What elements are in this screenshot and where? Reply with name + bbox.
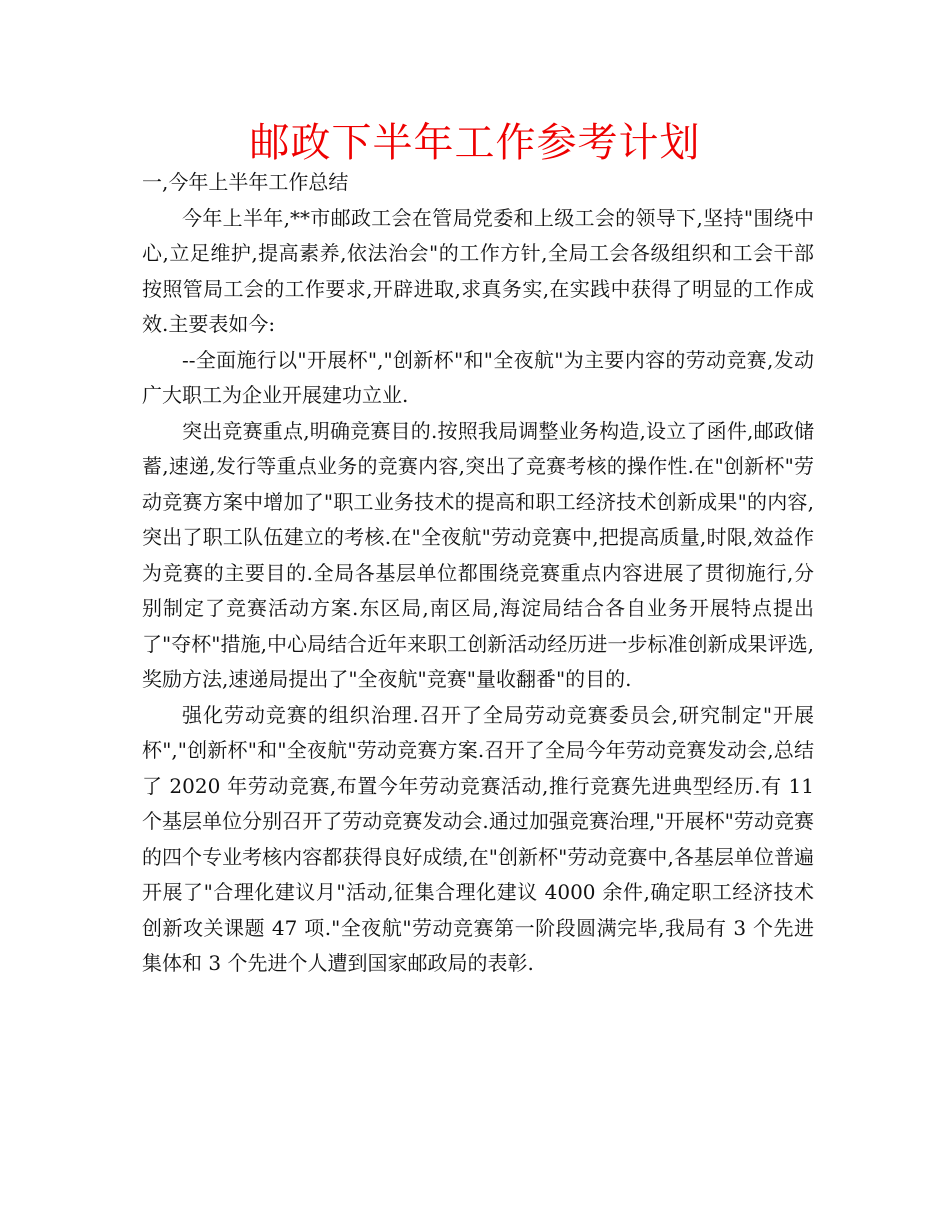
paragraph-competition-focus: 突出竞赛重点,明确竞赛目的.按照我局调整业务构造,设立了函件,邮政储蓄,速递,发行等重点业务的竞赛内容,突出了竞赛考核的操作性.在"创新杯"劳动竞赛方案中增加了"职工业务技术的提高和职工经济技术创新成果"的内容,突出了职工队伍建立的考核.在"全夜航"劳动竞赛中,把提高质量,时限,效益作为竞赛的主要目的.全局各基层单位都围绕竞赛重点内容进展了贯彻施行,分别制定了竞赛活动方案.东区局,南区局,海淀局结合各自业务开展特点提出了"夺杯"措施,中心局结合近年来职工创新活动经历进一步标准创新成果评选,奖励方法,速递局提出了"全夜航"竞赛"量收翻番"的目的.: [142, 418, 814, 691]
paragraph-competition-overview: --全面施行以"开展杯","创新杯"和"全夜航"为主要内容的劳动竞赛,发动广大职工为企业开展建功立业.: [142, 347, 814, 407]
paragraph-competition-management: 强化劳动竞赛的组织治理.召开了全局劳动竞赛委员会,研究制定"开展杯","创新杯"和"全夜航"劳动竞赛方案.召开了全局今年劳动竞赛发动会,总结了 2020 年劳动竞赛,布置今年劳动竞赛活动,推行竞赛先进典型经历.有 11 个基层单位分别召开了劳动竞赛发动会.通过加强竞赛治理,"开展杯"劳动竞赛的四个专业考核内容都获得良好成绩,在"创新杯"劳动竞赛中,各基层单位普遍开展了"合理化建议月"活动,征集合理化建议 4000 余件,确定职工经济技术创新攻关课题 47 项."全夜航"劳动竞赛第一阶段圆满完毕,我局有 3 个先进集体和 3 个先进个人遭到国家邮政局的表彰.: [142, 702, 814, 975]
paragraph-intro: 今年上半年,**市邮政工会在管局党委和上级工会的领导下,坚持"围绕中心,立足维护,提高素养,依法治会"的工作方针,全局工会各级组织和工会干部按照管局工会的工作要求,开辟进取,求真务实,在实践中获得了明显的工作成效.主要表如今:: [142, 205, 814, 336]
document-body: [142, 165, 814, 982]
section-heading: 一,今年上半年工作总结: [142, 170, 349, 194]
document-title: 邮政下半年工作参考计划: [249, 120, 701, 166]
